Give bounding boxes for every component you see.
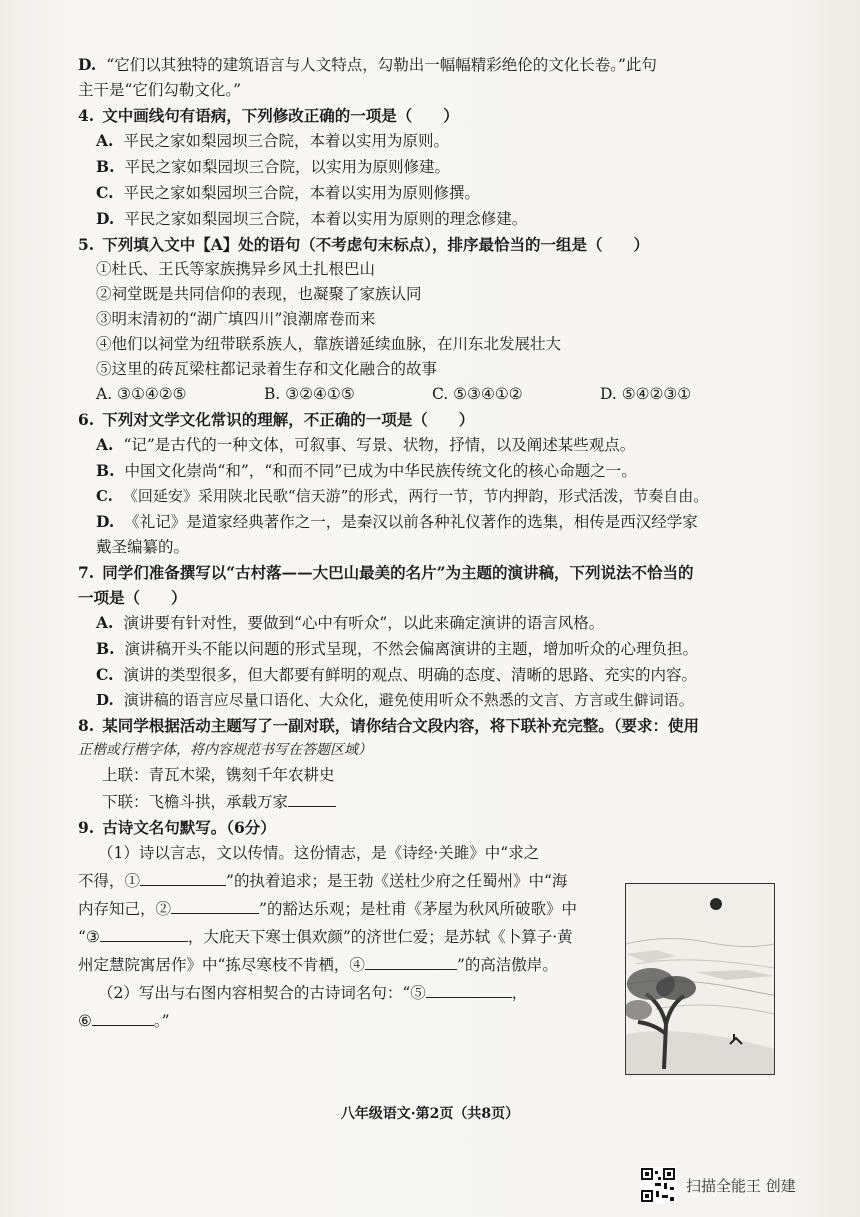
question-number: 4. [78, 106, 95, 125]
q5-item-1: ①杜氏、王氏等家族携异乡风土扎根巴山 [96, 260, 376, 278]
question-title: 文中画线句有语病，下列修改正确的一项是（ ） [102, 106, 459, 125]
q9-text: 不得，① [78, 872, 141, 890]
q9-text: 州定慧院寓居作》中“拣尽寒枝不肯栖，④ [78, 956, 365, 974]
q4-option-d [78, 206, 768, 232]
q5-item-5: ⑤这里的砖瓦梁柱都记录着生存和文化融合的故事 [96, 360, 438, 378]
blank-2[interactable] [171, 895, 259, 914]
page-footer: 八年级语文·第2页（共8页） [340, 1106, 520, 1122]
q5-item-4: ④他们以祠堂为纽带联系族人，靠族谱延续血脉，在川东北发展壮大 [96, 335, 562, 353]
blank-4[interactable] [365, 951, 457, 970]
blank-3[interactable] [100, 923, 188, 942]
moon-icon [710, 898, 722, 910]
q5-choices [78, 382, 768, 407]
blank-6[interactable] [92, 1007, 154, 1026]
couplet-answer-blank[interactable] [288, 788, 336, 807]
poem-illustration [625, 883, 775, 1075]
option-letter: A. [96, 435, 114, 454]
q9-text: ，大庇天下寒士俱欢颜”的济世仁爱；是苏轼《卜算子·黄 [187, 928, 573, 946]
option-letter: C. [96, 665, 114, 684]
option-letter: B. [96, 157, 115, 176]
q9-line [78, 1007, 608, 1035]
option-text: 《礼记》是道家经典著作之一，是秦汉以前各种礼仪著作的选集，相传是西汉经学家 [124, 513, 698, 531]
scanner-watermark [640, 1167, 796, 1203]
q4-option-a [78, 128, 768, 154]
question-4 [78, 103, 768, 232]
q3-option-d [78, 52, 768, 103]
q9-text: 内存知己，② [78, 900, 172, 918]
blank-5[interactable] [426, 979, 512, 998]
q9-text: （2）写出与右图内容相契合的古诗词名句：“⑤ [98, 984, 426, 1002]
question-number: 7. [78, 563, 95, 582]
q6-option-c [78, 484, 768, 509]
question-title: 同学们准备撰写以“古村落——大巴山最美的名片”为主题的演讲稿，下列说法不恰当的 [102, 563, 694, 582]
option-text: 《回延安》采用陕北民歌“信天游”的形式，两行一节，节内押韵，形式活泼，节奏自由。 [122, 487, 709, 505]
q7-option-a [78, 610, 768, 636]
q6-option-b [78, 458, 768, 484]
q4-option-c [78, 180, 768, 206]
q6-option-d-cont: 戴圣编纂的。 [96, 538, 190, 556]
q9-text: ”的豁达乐观；是杜甫《茅屋为秋风所破歌》中 [259, 900, 577, 918]
q9-line [78, 867, 608, 895]
option-text-cont: 主干是“它们勾勒文化。” [78, 81, 242, 99]
q5-choice-a: A. ③①④②⑤ [96, 385, 187, 403]
option-text: “记”是古代的一种文体，可叙事、写景、状物，抒情，以及阐述某些观点。 [123, 436, 636, 454]
option-text: 平民之家如梨园坝三合院，本着以实用为原则修撰。 [123, 184, 480, 202]
q5-choice-b: B. ③②④①⑤ [264, 385, 355, 403]
option-letter: D. [96, 512, 115, 531]
question-title-cont: 一项是（ ） [78, 588, 187, 607]
q9-text: 。” [153, 1012, 170, 1030]
qr-code-icon [640, 1167, 676, 1203]
couplet-upper: 上联：青瓦木梁，镌刻千年农耕史 [102, 766, 335, 784]
q4-option-b [78, 154, 768, 180]
landscape-image [626, 884, 774, 1074]
question-title: 下列对文学文化常识的理解，不正确的一项是（ ） [102, 410, 475, 429]
option-text: 演讲的类型很多，但大都要有鲜明的观点、明确的态度、清晰的思路、充实的内容。 [123, 666, 697, 684]
option-text: 中国文化崇尚“和”，“和而不同”已成为中华民族传统文化的核心命题之一。 [124, 462, 637, 480]
couplet-lower: 下联：飞檐斗拱，承载万家 [102, 793, 289, 811]
question-requirement: 正楷或行楷字体，将内容规范书写在答题区域） [78, 742, 372, 758]
q9-line [78, 951, 608, 979]
q5-item-3: ③明末清初的“湖广填四川”浪潮席卷而来 [96, 310, 376, 328]
q7-option-c [78, 662, 768, 688]
option-letter: D. [96, 691, 114, 709]
blank-1[interactable] [140, 867, 226, 886]
option-text: 平民之家如梨园坝三合院，以实用为原则修建。 [124, 158, 451, 176]
q9-line [78, 979, 608, 1007]
question-title: 某同学根据活动主题写了一副对联，请你结合文段内容，将下联补充完整。（要求：使用 [102, 716, 699, 735]
q9-text: ”的执着追求；是王勃《送杜少府之任蜀州》中“海 [226, 872, 568, 890]
couplet-lower-line [78, 788, 768, 815]
question-6 [78, 407, 768, 560]
q5-choice-d: D. ⑤④②③① [600, 385, 692, 403]
question-5 [78, 232, 768, 407]
option-letter: D. [96, 209, 115, 228]
option-letter: A. [96, 613, 114, 632]
question-8 [78, 713, 768, 815]
q5-choice-c: C. ⑤③④①② [432, 385, 523, 403]
q7-option-b [78, 636, 768, 662]
option-text: 演讲要有针对性，要做到“心中有听众”，以此来确定演讲的语言风格。 [123, 614, 605, 632]
option-text: 演讲稿开头不能以问题的形式呈现，不然会偏离演讲的主题，增加听众的心理负担。 [124, 640, 699, 658]
option-letter: A. [96, 131, 114, 150]
option-letter: B. [96, 461, 115, 480]
q9-text: ”的高洁傲岸。 [456, 956, 558, 974]
q9-line [78, 923, 608, 951]
q9-line: （1）诗以言志，文以传情。这份情志，是《诗经·关雎》中“求之 [98, 844, 540, 862]
option-letter: D. [78, 55, 97, 74]
option-text: “它们以其独特的建筑语言与人文特点，勾勒出一幅幅精彩绝伦的文化长卷。”此句 [106, 56, 657, 74]
q5-item-2: ②祠堂既是共同信仰的表现，也凝聚了家族认同 [96, 285, 422, 303]
q9-line [78, 895, 608, 923]
question-number: 6. [78, 410, 95, 429]
scanner-label: 扫描全能王 创建 [686, 1176, 796, 1195]
q9-text: ， [511, 984, 528, 1002]
q6-option-a [78, 432, 768, 458]
option-text: 演讲稿的语言应尽量口语化、大众化，避免使用听众不熟悉的文言、方言或生僻词语。 [123, 691, 694, 709]
question-title: 古诗文名句默写。（6分） [102, 818, 276, 837]
option-letter: C. [96, 183, 114, 202]
option-letter: B. [96, 639, 115, 658]
option-text: 平民之家如梨园坝三合院，本着以实用为原则的理念修建。 [124, 210, 528, 228]
question-number: 8. [78, 716, 95, 735]
q7-option-d [78, 688, 768, 713]
q9-part-1 [78, 840, 608, 1035]
q9-text: ⑥ [78, 1012, 92, 1030]
question-number: 5. [78, 235, 95, 254]
q6-option-d [78, 509, 768, 535]
question-title: 下列填入文中【A】处的语句（不考虑句末标点），排序最恰当的一组是（ ） [102, 235, 649, 254]
question-7 [78, 560, 768, 713]
question-number: 9. [78, 818, 95, 837]
q9-text: “③ [78, 928, 100, 946]
option-text: 平民之家如梨园坝三合院，本着以实用为原则。 [123, 132, 449, 150]
option-letter: C. [96, 487, 113, 505]
